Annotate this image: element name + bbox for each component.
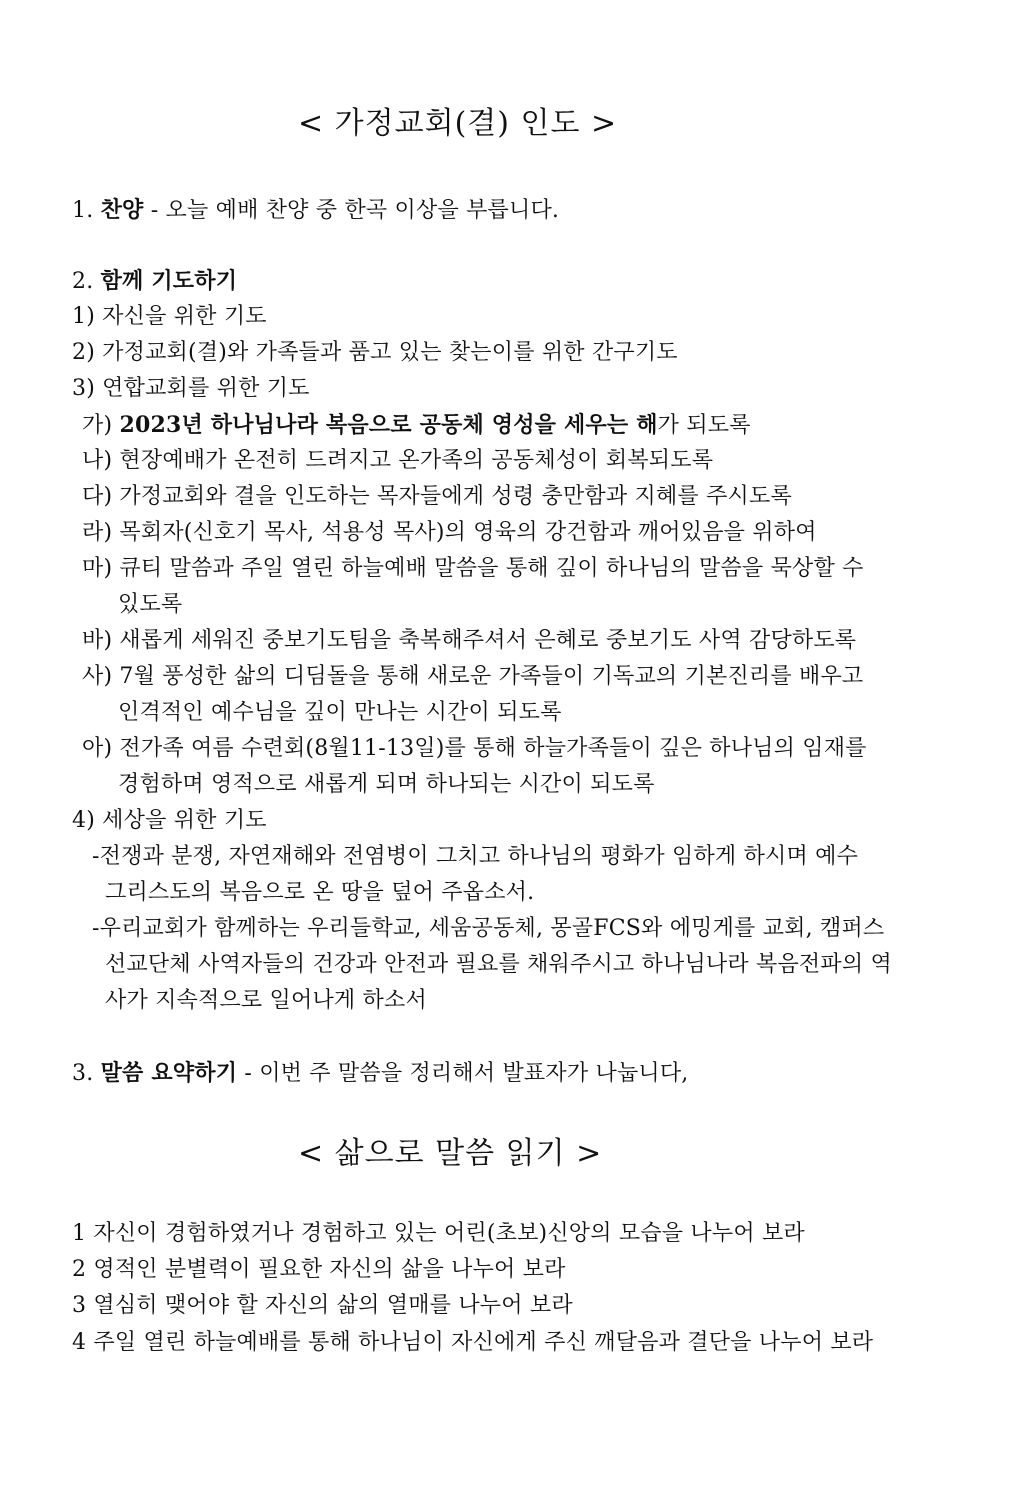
prayer-world-2-cont: 선교단체 사역자들의 건강과 안전과 필요를 채워주시고 하나님나라 복음전파의 역 xyxy=(105,952,892,977)
prayer-church-ba: 바) 새롭게 세워진 중보기도팀을 축복해주셔서 은혜로 중보기도 사역 감당하도록 xyxy=(82,628,857,653)
prayer-world-2: -우리교회가 함께하는 우리들학교, 세움공동체, 몽골FCS와 에밍게를 교회, 캠퍼스 xyxy=(92,916,885,941)
prayer-world-2-cont2: 사가 지속적으로 일어나게 하소서 xyxy=(105,988,427,1013)
question-1: 1 자신이 경험하였거나 경험하고 있는 어린(초보)신앙의 모습을 나누어 보라 xyxy=(72,1221,805,1246)
section-title-living-word: < 삶으로 말씀 읽기 > xyxy=(298,1136,603,1171)
prayer-church-na: 나) 현장예배가 온전히 드려지고 온가족의 공동체성이 회복되도록 xyxy=(82,448,714,473)
item-text: - 이번 주 말씀을 정리해서 발표자가 나눕니다, xyxy=(237,1061,689,1086)
prayer-church-ma: 마) 큐티 말씀과 주일 열린 하늘예배 말씀을 통해 깊이 하나님의 말씀을 묵상할 수 xyxy=(82,556,864,581)
item-heading: 찬양 xyxy=(100,197,144,223)
section-title-house-church: < 가정교회(결) 인도 > xyxy=(298,106,618,141)
prayer-church-ga xyxy=(82,410,751,441)
prayer-church: 3) 연합교회를 위한 기도 xyxy=(72,376,310,401)
item-text: - 오늘 예배 찬양 중 한곡 이상을 부릅니다. xyxy=(143,198,560,223)
list-text: 가 되도록 xyxy=(657,413,751,438)
question-4: 4 주일 열린 하늘예배를 통해 하나님이 자신에게 주신 깨달음과 결단을 나누어 보라 xyxy=(72,1330,874,1355)
item-praise xyxy=(72,195,559,226)
item-prayer xyxy=(72,266,237,297)
prayer-church-da: 다) 가정교회와 결을 인도하는 목자들에게 성령 충만함과 지혜를 주시도록 xyxy=(82,484,792,509)
question-3: 3 열심히 맺어야 할 자신의 삶의 열매를 나누어 보라 xyxy=(72,1293,573,1318)
prayer-church-sa-cont: 인격적인 예수님을 깊이 만나는 시간이 되도록 xyxy=(118,700,562,725)
list-marker: 가) xyxy=(82,413,120,438)
item-heading: 함께 기도하기 xyxy=(100,268,238,294)
prayer-church-a: 아) 전가족 여름 수련회(8월11-13일)를 통해 하늘가족들이 깊은 하나님의 임재를 xyxy=(82,736,867,761)
prayer-church-sa: 사) 7월 풍성한 삶의 디딤돌을 통해 새로운 가족들이 기독교의 기본진리를 배우고 xyxy=(82,664,864,689)
item-heading: 말씀 요약하기 xyxy=(100,1060,238,1086)
prayer-world: 4) 세상을 위한 기도 xyxy=(72,808,267,833)
prayer-church-a-cont: 경험하며 영적으로 새롭게 되며 하나되는 시간이 되도록 xyxy=(118,772,655,797)
prayer-church-ra: 라) 목회자(신호기 목사, 석용성 목사)의 영육의 강건함과 깨어있음을 위하여 xyxy=(82,520,817,545)
prayer-family: 2) 가정교회(결)와 가족들과 품고 있는 찾는이를 위한 간구기도 xyxy=(72,340,678,365)
item-number: 1. xyxy=(72,198,94,223)
item-number: 2. xyxy=(72,269,94,294)
year-theme: 2023년 하나님나라 복음으로 공동체 영성을 세우는 해 xyxy=(119,412,658,438)
item-number: 3. xyxy=(72,1061,94,1086)
prayer-world-1-cont: 그리스도의 복음으로 온 땅을 덮어 주옵소서. xyxy=(105,880,535,905)
prayer-world-1: -전쟁과 분쟁, 자연재해와 전염병이 그치고 하나님의 평화가 임하게 하시며 예수 xyxy=(92,844,859,869)
question-2: 2 영적인 분별력이 필요한 자신의 삶을 나누어 보라 xyxy=(72,1257,566,1282)
prayer-self: 1) 자신을 위한 기도 xyxy=(72,304,267,329)
item-summary xyxy=(72,1058,689,1089)
prayer-church-ma-cont: 있도록 xyxy=(118,592,183,617)
